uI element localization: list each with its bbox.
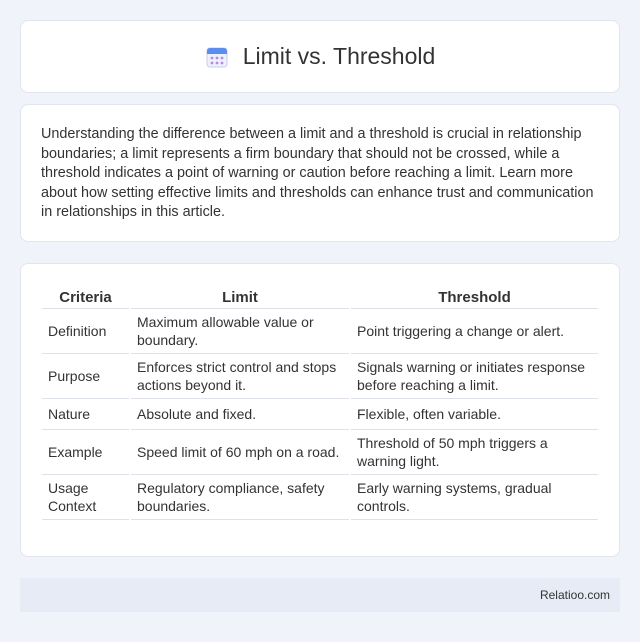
comparison-table bbox=[42, 284, 598, 520]
footer bbox=[20, 578, 620, 612]
row-criteria: Example bbox=[42, 429, 130, 474]
row-limit: Regulatory compliance, safety boundaries. bbox=[130, 474, 350, 519]
row-limit: Absolute and fixed. bbox=[130, 398, 350, 429]
comparison-card bbox=[20, 263, 620, 557]
row-criteria: Nature bbox=[42, 398, 130, 429]
row-threshold: Signals warning or initiates response before reaching a limit. bbox=[350, 353, 598, 398]
page-title: Limit vs. Threshold bbox=[242, 43, 436, 69]
row-limit: Maximum allowable value or boundary. bbox=[130, 308, 350, 353]
row-criteria: Usage Context bbox=[42, 474, 130, 519]
row-limit: Enforces strict control and stops actions beyond it. bbox=[130, 353, 350, 398]
row-criteria: Purpose bbox=[42, 353, 130, 398]
row-threshold: Point triggering a change or alert. bbox=[350, 308, 598, 353]
table-row bbox=[42, 398, 598, 429]
row-threshold: Early warning systems, gradual controls. bbox=[350, 474, 598, 519]
table-row bbox=[42, 429, 598, 474]
footer-site-link[interactable]: Relatioo.com bbox=[539, 588, 610, 602]
calendar-icon bbox=[205, 45, 229, 69]
table-row bbox=[42, 353, 598, 398]
intro-card bbox=[20, 104, 620, 242]
header-threshold: Threshold bbox=[350, 284, 598, 308]
title-card bbox=[20, 20, 620, 93]
intro-paragraph: Understanding the difference between a limit and a threshold is crucial in relationship boundaries; a limit represents a firm boundary that should not be crossed, while a threshold indicates a point of warning or caution before reaching a limit. Learn more about how setting effective limits and thresholds can enhance trust and communication in relationships in this article. bbox=[41, 126, 594, 221]
header-limit: Limit bbox=[130, 284, 350, 308]
table-header-row bbox=[42, 284, 598, 308]
title-group bbox=[205, 43, 436, 70]
row-threshold: Flexible, often variable. bbox=[350, 398, 598, 429]
row-threshold: Threshold of 50 mph triggers a warning light. bbox=[350, 429, 598, 474]
row-criteria: Definition bbox=[42, 308, 130, 353]
row-limit: Speed limit of 60 mph on a road. bbox=[130, 429, 350, 474]
header-criteria: Criteria bbox=[42, 284, 130, 308]
table-row bbox=[42, 474, 598, 519]
table-row bbox=[42, 308, 598, 353]
